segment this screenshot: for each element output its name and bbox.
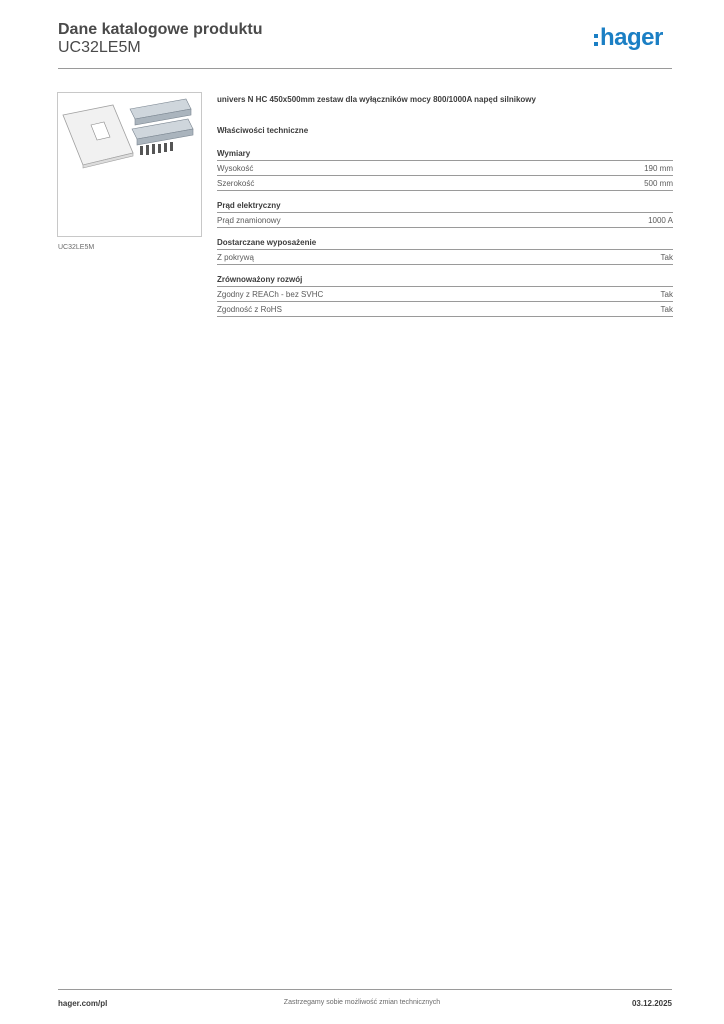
section-title: Zrównoważony rozwój — [217, 275, 673, 287]
product-details — [217, 95, 673, 327]
properties-heading: Właściwości techniczne — [217, 126, 309, 135]
row-label: Szerokość — [217, 179, 255, 188]
product-kit-illustration — [58, 93, 201, 236]
footer-notice: Zastrzegamy sobie możliwość zmian technicznych — [283, 999, 441, 1006]
footer-divider — [58, 989, 672, 990]
header-divider — [58, 68, 672, 69]
row-value: 500 mm — [644, 179, 673, 188]
table-row — [217, 161, 673, 176]
table-row — [217, 302, 673, 317]
product-image — [57, 92, 202, 237]
row-value: Tak — [660, 305, 673, 314]
product-code: UC32LE5M — [58, 39, 141, 56]
row-label: Z pokrywą — [217, 253, 254, 262]
footer-date: 03.12.2025 — [631, 999, 672, 1008]
row-value: Tak — [660, 290, 673, 299]
section-title: Prąd elektryczny — [217, 201, 673, 213]
row-value: 1000 A — [648, 216, 673, 225]
section-title: Dostarczane wyposażenie — [217, 238, 673, 250]
table-row — [217, 213, 673, 228]
section-dimensions — [217, 149, 673, 191]
website-link[interactable]: hager.com/pl — [58, 999, 108, 1008]
logo-text: hager — [600, 24, 663, 51]
table-row — [217, 287, 673, 302]
table-row — [217, 176, 673, 191]
row-label: Zgodny z REACh - bez SVHC — [217, 290, 324, 299]
table-row — [217, 250, 673, 265]
row-value: Tak — [660, 253, 673, 262]
section-electric-current — [217, 201, 673, 228]
section-supplied-equipment — [217, 238, 673, 265]
row-label: Wysokość — [217, 164, 254, 173]
hager-logo[interactable] — [594, 26, 663, 50]
section-sustainability — [217, 275, 673, 317]
product-description: univers N HC 450x500mm zestaw dla wyłączników mocy 800/1000A napęd silnikowy — [217, 95, 536, 104]
row-value: 190 mm — [644, 164, 673, 173]
section-title: Wymiary — [217, 149, 673, 161]
row-label: Zgodność z RoHS — [217, 305, 282, 314]
image-caption: UC32LE5M — [58, 244, 95, 251]
page-title: Dane katalogowe produktu — [58, 21, 263, 38]
logo-dots-icon — [594, 34, 598, 46]
row-label: Prąd znamionowy — [217, 216, 281, 225]
